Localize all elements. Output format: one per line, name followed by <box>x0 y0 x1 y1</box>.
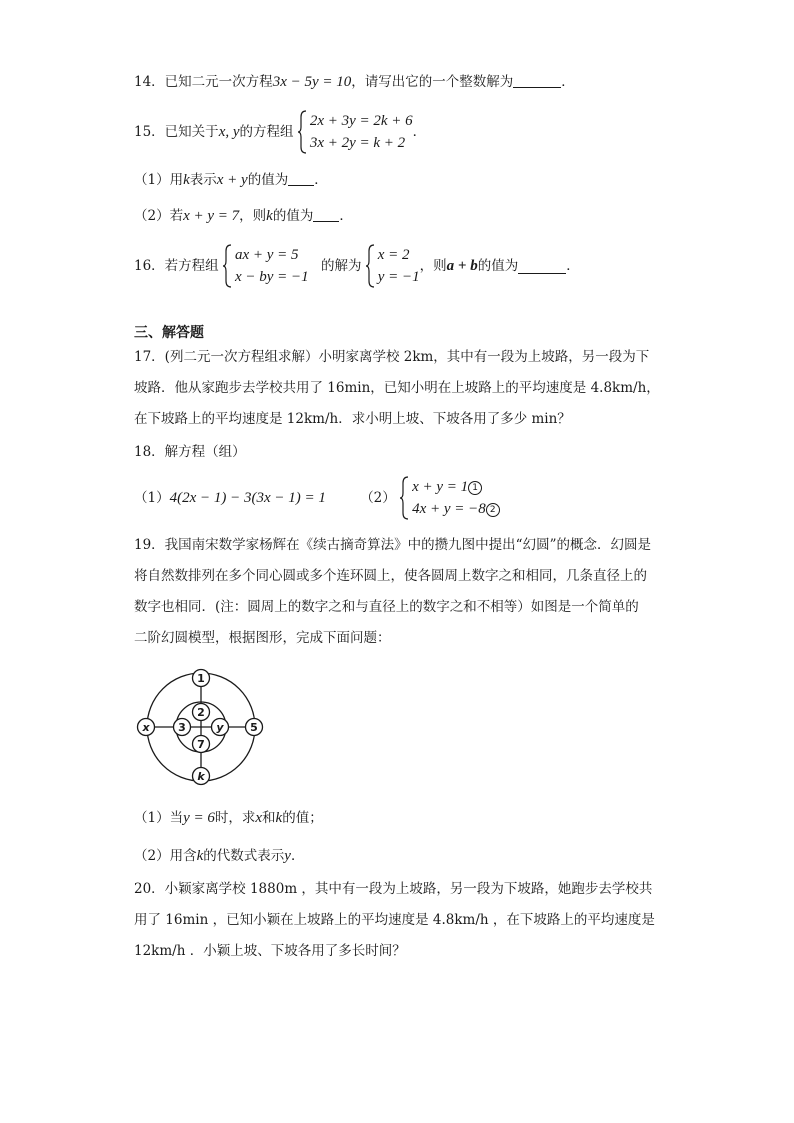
q14-suffix: ，请写出它的一个整数解为 <box>351 74 514 90</box>
q19-p2-prefix: （2）用含 <box>134 848 197 864</box>
node-inner-left: 3 <box>178 721 186 734</box>
q19-line4: 二阶幻圆模型，根据图形，完成下面问题： <box>134 630 391 646</box>
q15-part1 <box>134 170 328 190</box>
q18-p2-eq1: x + y = 1 <box>412 479 469 495</box>
q18-p2-eq2: 4x + y = −8 <box>412 501 486 517</box>
q15-p1-k: k <box>183 172 190 188</box>
q18-parts <box>134 476 500 520</box>
node-inner-top: 2 <box>197 706 205 719</box>
q19-p1-mid: 时，求 <box>214 810 256 826</box>
q16-mid: 的解为 <box>320 258 362 274</box>
q18-title: 18．解方程（组） <box>134 444 246 460</box>
q15-prefix: 15．已知关于 <box>134 124 219 140</box>
q15-p2-end: ． <box>339 208 353 224</box>
q19-line1: 19．我国南宋数学家杨辉在《续古摘奇算法》中的攒九图中提出“幻圆”的概念．幻圆是 <box>134 537 651 553</box>
q16-prefix: 16．若方程组 <box>134 258 219 274</box>
q16-solution <box>366 244 420 288</box>
q19-p1-k: k <box>275 810 283 826</box>
q19-part1 <box>134 808 323 828</box>
q15-part2 <box>134 206 353 226</box>
q16-sol2: y = −1 <box>377 269 420 285</box>
q15-p2-suffix: 的值为 <box>272 208 314 224</box>
q15-p2-k: k <box>266 208 273 224</box>
node-inner-bottom: 7 <box>197 738 205 751</box>
q15-p1-expr: x + y <box>216 172 248 188</box>
q19-p1-and: 和 <box>262 810 276 826</box>
left-brace-icon <box>400 476 410 520</box>
q18-p2-system <box>400 476 500 520</box>
q19-p2-end: ． <box>290 848 305 864</box>
q15-p2-prefix: （2）若 <box>134 208 184 224</box>
q17-line1: 17．(列二元一次方程组求解）小明家离学校 2km，其中有一段为上坡路，另一段为下 <box>134 349 650 365</box>
node-right: 5 <box>250 721 258 734</box>
q16-end: ． <box>566 258 580 274</box>
q20-line1: 20．小颖家离学校 1880m ，其中有一段为上坡路，另一段为下坡路，她跑步去学校共 <box>134 881 653 897</box>
q15-p2-blank <box>313 207 339 222</box>
q15-end: ． <box>412 124 427 140</box>
q15-p1-suffix: 的值为 <box>247 172 289 188</box>
q15-system <box>298 110 413 154</box>
q18-p1-eq: 4(2x − 1) − 3(3x − 1) = 1 <box>169 490 326 506</box>
q15-eq1: 2x + 3y = 2k + 6 <box>309 113 413 129</box>
left-brace-icon <box>223 244 233 288</box>
q19-part2 <box>134 846 304 866</box>
node-bottom: k <box>197 770 205 783</box>
q15-mid: 的方程组 <box>239 124 294 140</box>
node-left: x <box>142 721 150 734</box>
question-20 <box>134 874 662 967</box>
q20-line2: 用了 16min ，已知小颖在上坡路上的平均速度是 4.8km/h ，在下坡路上的平均速度是 <box>134 912 655 928</box>
q15-p1-blank <box>288 171 314 186</box>
q17-line2: 坡路．他从家跑步去学校共用了 16min，已知小明在上坡路上的平均速度是 4.8km/h， <box>134 380 660 396</box>
section-heading: 三、解答题 <box>134 325 204 341</box>
q14-equation: 3x − 5y = 10 <box>272 74 352 90</box>
q16-eq2: x − by = −1 <box>234 269 309 285</box>
node-top: 1 <box>197 672 205 685</box>
q19-p1-x: x <box>255 810 263 826</box>
q14-answer-blank <box>513 73 561 88</box>
q16-blank <box>518 259 566 274</box>
q19-p1-suffix: 的值； <box>282 810 323 826</box>
question-14 <box>134 72 575 92</box>
q18-p1-label: （1） <box>134 490 170 506</box>
q19-line3: 数字也相同．(注：圆周上的数字之和与直径上的数字之和不相等）如图是一个简单的 <box>134 599 639 615</box>
q16-eq1: ax + y = 5 <box>234 247 299 263</box>
q19-p2-k: k <box>196 848 204 864</box>
q15-eq2: 3x + 2y = k + 2 <box>309 135 406 151</box>
left-brace-icon <box>366 244 376 288</box>
q19-p2-mid: 的代数式表示 <box>203 848 285 864</box>
q18-p2-label: （2） <box>360 490 396 506</box>
node-inner-right: y <box>216 721 224 734</box>
q19-p1-prefix: （1）当 <box>134 810 184 826</box>
q15-p1-mid: 表示 <box>189 172 217 188</box>
q16-system <box>223 244 309 288</box>
q16-sol1: x = 2 <box>377 247 410 263</box>
magic-circle-figure <box>134 664 268 788</box>
q19-p1-cond: y = 6 <box>183 810 215 826</box>
q15-p1-prefix: （1）用 <box>134 172 184 188</box>
q20-line3: 12km/h ．小颖上坡、下坡各用了多长时间？ <box>134 943 406 959</box>
q15-p2-expr: x + y = 7 <box>183 208 240 224</box>
q16-then: ，则 <box>419 258 447 274</box>
question-17 <box>134 342 662 435</box>
q14-end: ． <box>561 74 575 90</box>
left-brace-icon <box>298 110 308 154</box>
question-16 <box>134 244 580 288</box>
q15-p1-end: ． <box>314 172 328 188</box>
q15-p2-mid: ，则 <box>239 208 267 224</box>
q16-expr: a + b <box>446 258 478 274</box>
question-15 <box>134 110 426 154</box>
q19-p2-y: y <box>284 848 291 864</box>
circled-one-icon: 1 <box>468 481 482 495</box>
q19-line2: 将自然数排列在多个同心圆或多个连环圆上，使各圆周上数字之和相同，几条直径上的 <box>134 568 647 584</box>
q16-suffix: 的值为 <box>477 258 519 274</box>
circled-two-icon: 2 <box>486 503 500 517</box>
question-19 <box>134 530 662 654</box>
q17-line3: 在下坡路上的平均速度是 12km/h．求小明上坡、下坡各用了多少 min？ <box>134 411 571 427</box>
q15-vars: x, y <box>218 124 240 140</box>
q14-prefix: 14．已知二元一次方程 <box>134 74 273 90</box>
